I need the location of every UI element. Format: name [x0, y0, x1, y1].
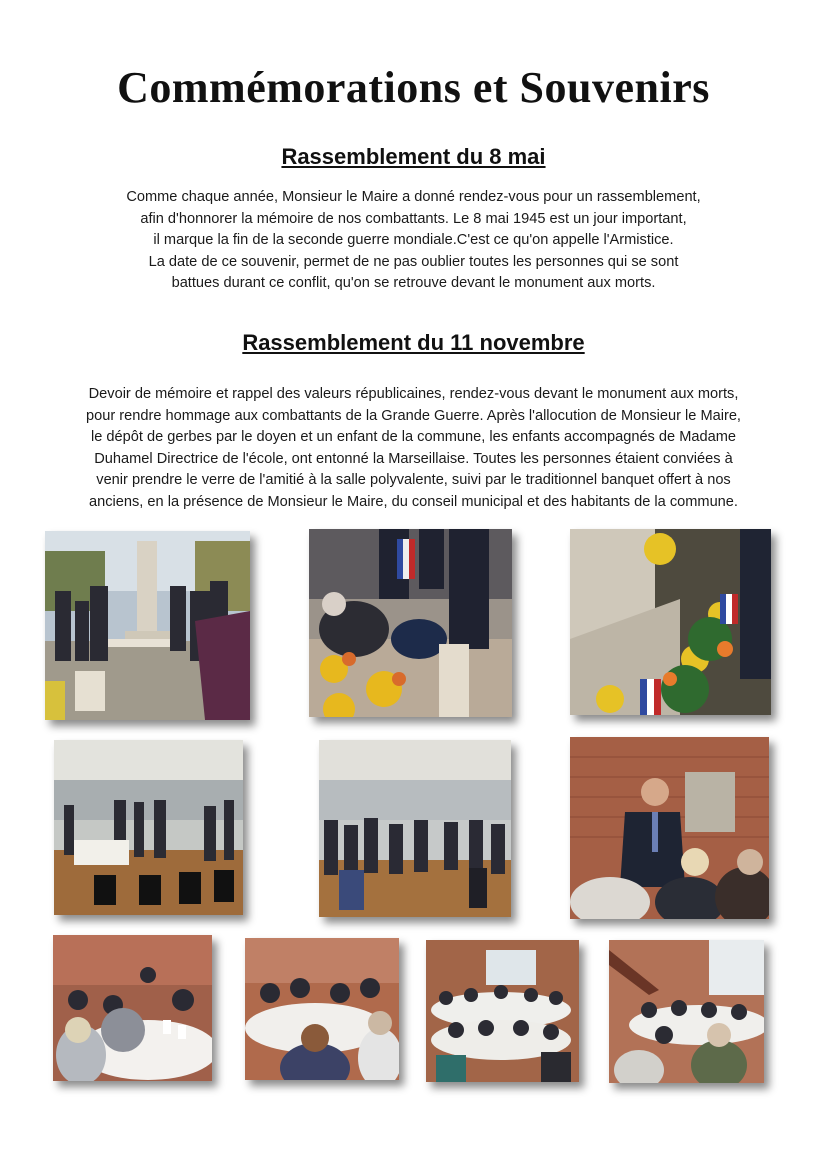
section-paragraph-8-mai: [40, 187, 787, 295]
paragraph-line: battues durant ce conflit, qu'on se retrouve devant le monument aux morts.: [171, 275, 656, 291]
paragraph-line: La date de ce souvenir, permet de ne pas oublier toutes les personnes qui se sont: [148, 253, 679, 270]
photo-banquet-hall-wide: [426, 940, 579, 1082]
photo-hall-aperitif: [54, 740, 243, 915]
section-heading-11-novembre: Rassemblement du 11 novembre: [242, 330, 585, 355]
photo-hall-gathering: [319, 740, 511, 917]
paragraph-line: il marque la fin de la seconde guerre mondiale.C'est ce qu'on appelle l'Armistice.: [153, 232, 674, 248]
photo-banquet-table-2: [245, 938, 399, 1080]
section-heading-8-mai: Rassemblement du 8 mai: [281, 144, 546, 169]
photo-wreath-laying: [309, 529, 512, 717]
section-paragraph-11-novembre: [30, 384, 797, 513]
photo-wreaths-closeup: [570, 529, 771, 715]
photo-mayor-speech: [570, 737, 769, 919]
page-title: Commémorations et Souvenirs: [117, 63, 710, 112]
paragraph-line: Duhamel Directrice de l'école, ont entonné la Marseillaise. Toutes les personnes étaient conviées à: [94, 450, 733, 467]
paragraph-line: Devoir de mémoire et rappel des valeurs républicaines, rendez-vous devant le monument aux morts,: [88, 386, 739, 402]
photo-banquet-stairs: [609, 940, 764, 1083]
paragraph-line: afin d'honnorer la mémoire de nos combattants. Le 8 mai 1945 est un jour important,: [140, 210, 687, 227]
paragraph-line: Comme chaque année, Monsieur le Maire a donné rendez-vous pour un rassemblement,: [126, 189, 701, 205]
paragraph-line: pour rendre hommage aux combattants de la Grande Guerre. Après l'allocution de Monsieur le Maire,: [86, 407, 741, 424]
paragraph-line: le dépôt de gerbes par le doyen et un enfant de la commune, les enfants accompagnés de Madame: [91, 429, 736, 445]
paragraph-line: venir prendre le verre de l'amitié à la salle polyvalente, suivi par le traditionnel banquet offert à nos: [96, 472, 731, 488]
photo-banquet-table-1: [53, 935, 212, 1081]
photo-monument-crowd: [45, 531, 250, 720]
paragraph-line: anciens, en la présence de Monsieur le Maire, du conseil municipal et des habitants de la commune.: [89, 493, 738, 510]
